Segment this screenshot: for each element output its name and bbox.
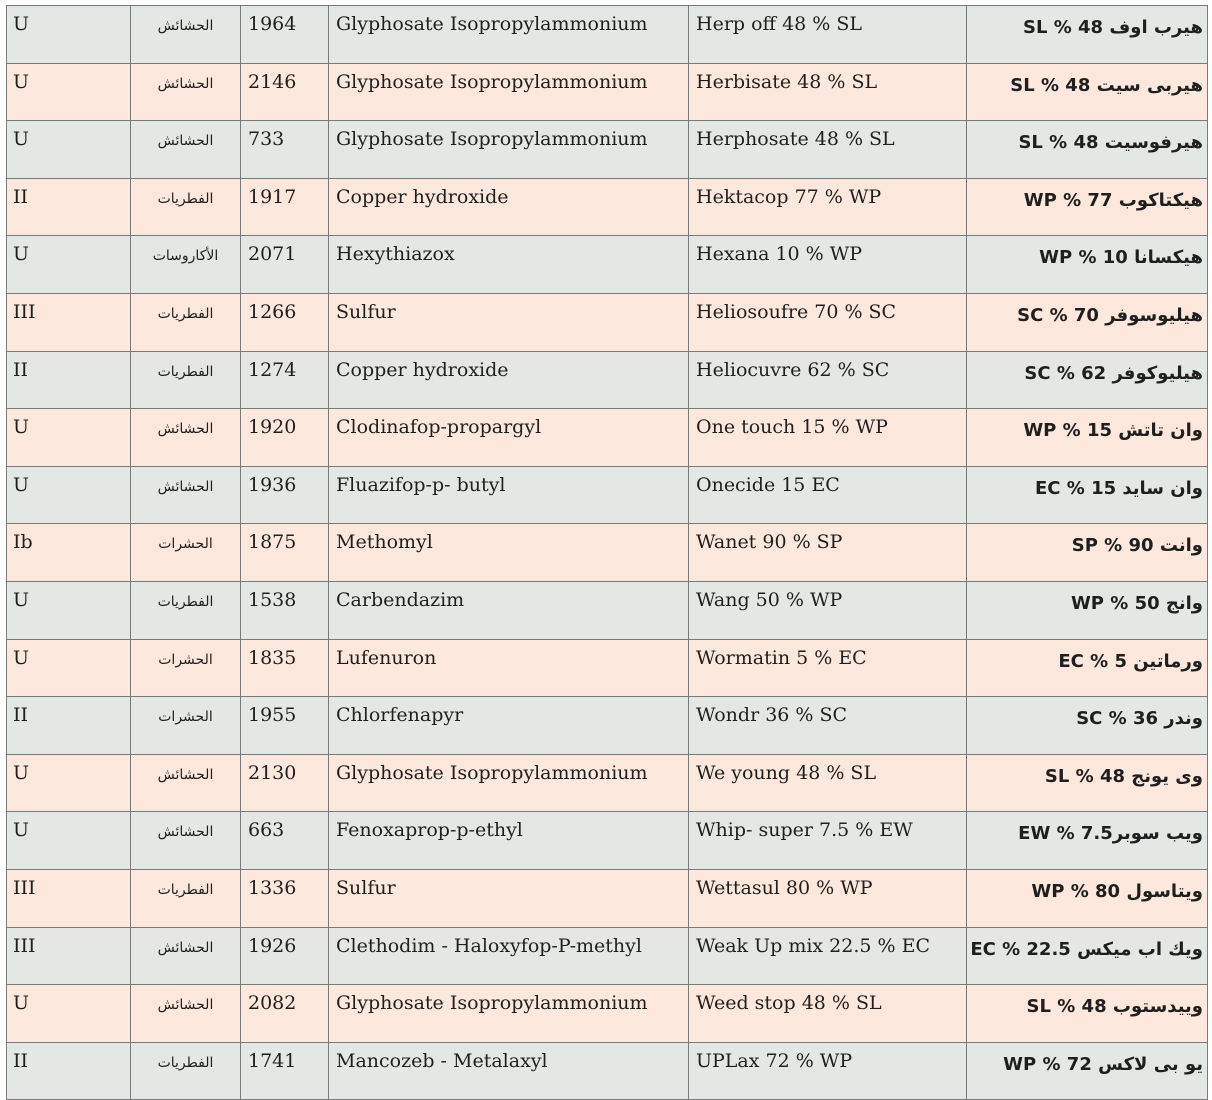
trade-name-english-cell: One touch 15 % WP [689,409,967,467]
trade-name-english-cell: Wang 50 % WP [689,581,967,639]
toxicity-class-cell: U [7,121,131,179]
trade-name-arabic-cell: هيربى سيت 48 % SL [967,63,1208,121]
trade-name-english-cell: Heliosoufre 70 % SC [689,293,967,351]
toxicity-class-cell: Ib [7,524,131,582]
trade-name-english-cell: Hektacop 77 % WP [689,178,967,236]
registration-number-cell: 1917 [241,178,329,236]
toxicity-class-cell: U [7,409,131,467]
active-ingredient-cell: Mancozeb - Metalaxyl [329,1042,689,1100]
toxicity-class-cell: III [7,293,131,351]
active-ingredient-cell: Fluazifop-p- butyl [329,466,689,524]
active-ingredient-cell: Carbendazim [329,581,689,639]
registration-number-cell: 1835 [241,639,329,697]
registration-number-cell: 1741 [241,1042,329,1100]
registration-number-cell: 1274 [241,351,329,409]
toxicity-class-cell: U [7,6,131,64]
trade-name-arabic-cell: ويك اب ميكس 22.5 % EC [967,927,1208,985]
active-ingredient-cell: Glyphosate Isopropylammonium [329,6,689,64]
active-ingredient-cell: Copper hydroxide [329,351,689,409]
table-row [7,581,1208,639]
trade-name-arabic-cell: هيرب اوف 48 % SL [967,6,1208,64]
table-row [7,639,1208,697]
active-ingredient-cell: Sulfur [329,293,689,351]
registration-number-cell: 1266 [241,293,329,351]
trade-name-arabic-cell: ويتاسول 80 % WP [967,869,1208,927]
toxicity-class-cell: U [7,754,131,812]
toxicity-class-cell: U [7,639,131,697]
table-row [7,236,1208,294]
pest-type-cell: الحشرات [131,524,241,582]
registration-number-cell: 1926 [241,927,329,985]
trade-name-arabic-cell: هيرفوسيت 48 % SL [967,121,1208,179]
trade-name-arabic-cell: هيكتاكوب 77 % WP [967,178,1208,236]
pest-type-cell: الحشائش [131,466,241,524]
pest-type-cell: الحشائش [131,927,241,985]
pest-type-cell: الفطريات [131,351,241,409]
pest-type-cell: الفطريات [131,293,241,351]
table-row [7,63,1208,121]
table-row [7,927,1208,985]
table-row [7,812,1208,870]
toxicity-class-cell: U [7,812,131,870]
registration-number-cell: 1964 [241,6,329,64]
active-ingredient-cell: Hexythiazox [329,236,689,294]
toxicity-class-cell: III [7,869,131,927]
trade-name-english-cell: Onecide 15 EC [689,466,967,524]
active-ingredient-cell: Chlorfenapyr [329,697,689,755]
trade-name-arabic-cell: وانت 90 % SP [967,524,1208,582]
pest-type-cell: الحشرات [131,639,241,697]
table-row [7,524,1208,582]
trade-name-english-cell: Wettasul 80 % WP [689,869,967,927]
toxicity-class-cell: II [7,697,131,755]
trade-name-arabic-cell: وى يونج 48 % SL [967,754,1208,812]
registration-number-cell: 2082 [241,985,329,1043]
pest-type-cell: الفطريات [131,869,241,927]
trade-name-arabic-cell: هيليوسوفر 70 % SC [967,293,1208,351]
trade-name-arabic-cell: يو بى لاكس 72 % WP [967,1042,1208,1100]
registration-number-cell: 733 [241,121,329,179]
trade-name-english-cell: Herphosate 48 % SL [689,121,967,179]
table-row [7,754,1208,812]
toxicity-class-cell: U [7,236,131,294]
active-ingredient-cell: Glyphosate Isopropylammonium [329,754,689,812]
pest-type-cell: الحشائش [131,985,241,1043]
pest-type-cell: الحشائش [131,812,241,870]
pest-type-cell: الفطريات [131,178,241,236]
table-row [7,121,1208,179]
trade-name-english-cell: Weak Up mix 22.5 % EC [689,927,967,985]
registration-number-cell: 1875 [241,524,329,582]
active-ingredient-cell: Lufenuron [329,639,689,697]
trade-name-english-cell: Herbisate 48 % SL [689,63,967,121]
active-ingredient-cell: Copper hydroxide [329,178,689,236]
toxicity-class-cell: U [7,581,131,639]
pest-type-cell: الحشائش [131,6,241,64]
toxicity-class-cell: U [7,985,131,1043]
trade-name-arabic-cell: وانج 50 % WP [967,581,1208,639]
registration-number-cell: 663 [241,812,329,870]
table-row [7,466,1208,524]
trade-name-english-cell: Herp off 48 % SL [689,6,967,64]
registration-number-cell: 2130 [241,754,329,812]
trade-name-english-cell: UPLax 72 % WP [689,1042,967,1100]
pest-type-cell: الحشائش [131,63,241,121]
registration-number-cell: 1538 [241,581,329,639]
table-row [7,697,1208,755]
registration-number-cell: 2146 [241,63,329,121]
trade-name-arabic-cell: وان سايد 15 % EC [967,466,1208,524]
trade-name-english-cell: Whip- super 7.5 % EW [689,812,967,870]
trade-name-english-cell: Heliocuvre 62 % SC [689,351,967,409]
active-ingredient-cell: Glyphosate Isopropylammonium [329,985,689,1043]
table-body [7,6,1208,1100]
trade-name-arabic-cell: وان تاتش 15 % WP [967,409,1208,467]
table-row [7,6,1208,64]
pest-type-cell: الأكاروسات [131,236,241,294]
pest-type-cell: الحشائش [131,121,241,179]
active-ingredient-cell: Clodinafop-propargyl [329,409,689,467]
toxicity-class-cell: U [7,466,131,524]
table-row [7,409,1208,467]
trade-name-english-cell: Wanet 90 % SP [689,524,967,582]
table-row [7,985,1208,1043]
trade-name-english-cell: Hexana 10 % WP [689,236,967,294]
trade-name-arabic-cell: وييدستوب 48 % SL [967,985,1208,1043]
toxicity-class-cell: II [7,1042,131,1100]
trade-name-english-cell: Weed stop 48 % SL [689,985,967,1043]
registration-number-cell: 1336 [241,869,329,927]
pest-type-cell: الفطريات [131,1042,241,1100]
toxicity-class-cell: II [7,178,131,236]
pest-type-cell: الحشائش [131,754,241,812]
pesticide-table [6,5,1208,1100]
trade-name-arabic-cell: هيكسانا 10 % WP [967,236,1208,294]
trade-name-arabic-cell: وندر 36 % SC [967,697,1208,755]
active-ingredient-cell: Sulfur [329,869,689,927]
trade-name-arabic-cell: ورماتين 5 % EC [967,639,1208,697]
trade-name-english-cell: We young 48 % SL [689,754,967,812]
active-ingredient-cell: Fenoxaprop-p-ethyl [329,812,689,870]
registration-number-cell: 1920 [241,409,329,467]
table-row [7,178,1208,236]
active-ingredient-cell: Clethodim - Haloxyfop-P-methyl [329,927,689,985]
registration-number-cell: 1955 [241,697,329,755]
trade-name-arabic-cell: هيليوكوفر 62 % SC [967,351,1208,409]
registration-number-cell: 2071 [241,236,329,294]
pest-type-cell: الفطريات [131,581,241,639]
table-row [7,293,1208,351]
table-row [7,1042,1208,1100]
toxicity-class-cell: III [7,927,131,985]
trade-name-english-cell: Wondr 36 % SC [689,697,967,755]
toxicity-class-cell: U [7,63,131,121]
pest-type-cell: الحشرات [131,697,241,755]
table-row [7,351,1208,409]
toxicity-class-cell: II [7,351,131,409]
active-ingredient-cell: Glyphosate Isopropylammonium [329,63,689,121]
registration-number-cell: 1936 [241,466,329,524]
table-row [7,869,1208,927]
trade-name-arabic-cell: ويب سوبر7.5 % EW [967,812,1208,870]
pest-type-cell: الحشائش [131,409,241,467]
active-ingredient-cell: Methomyl [329,524,689,582]
active-ingredient-cell: Glyphosate Isopropylammonium [329,121,689,179]
trade-name-english-cell: Wormatin 5 % EC [689,639,967,697]
